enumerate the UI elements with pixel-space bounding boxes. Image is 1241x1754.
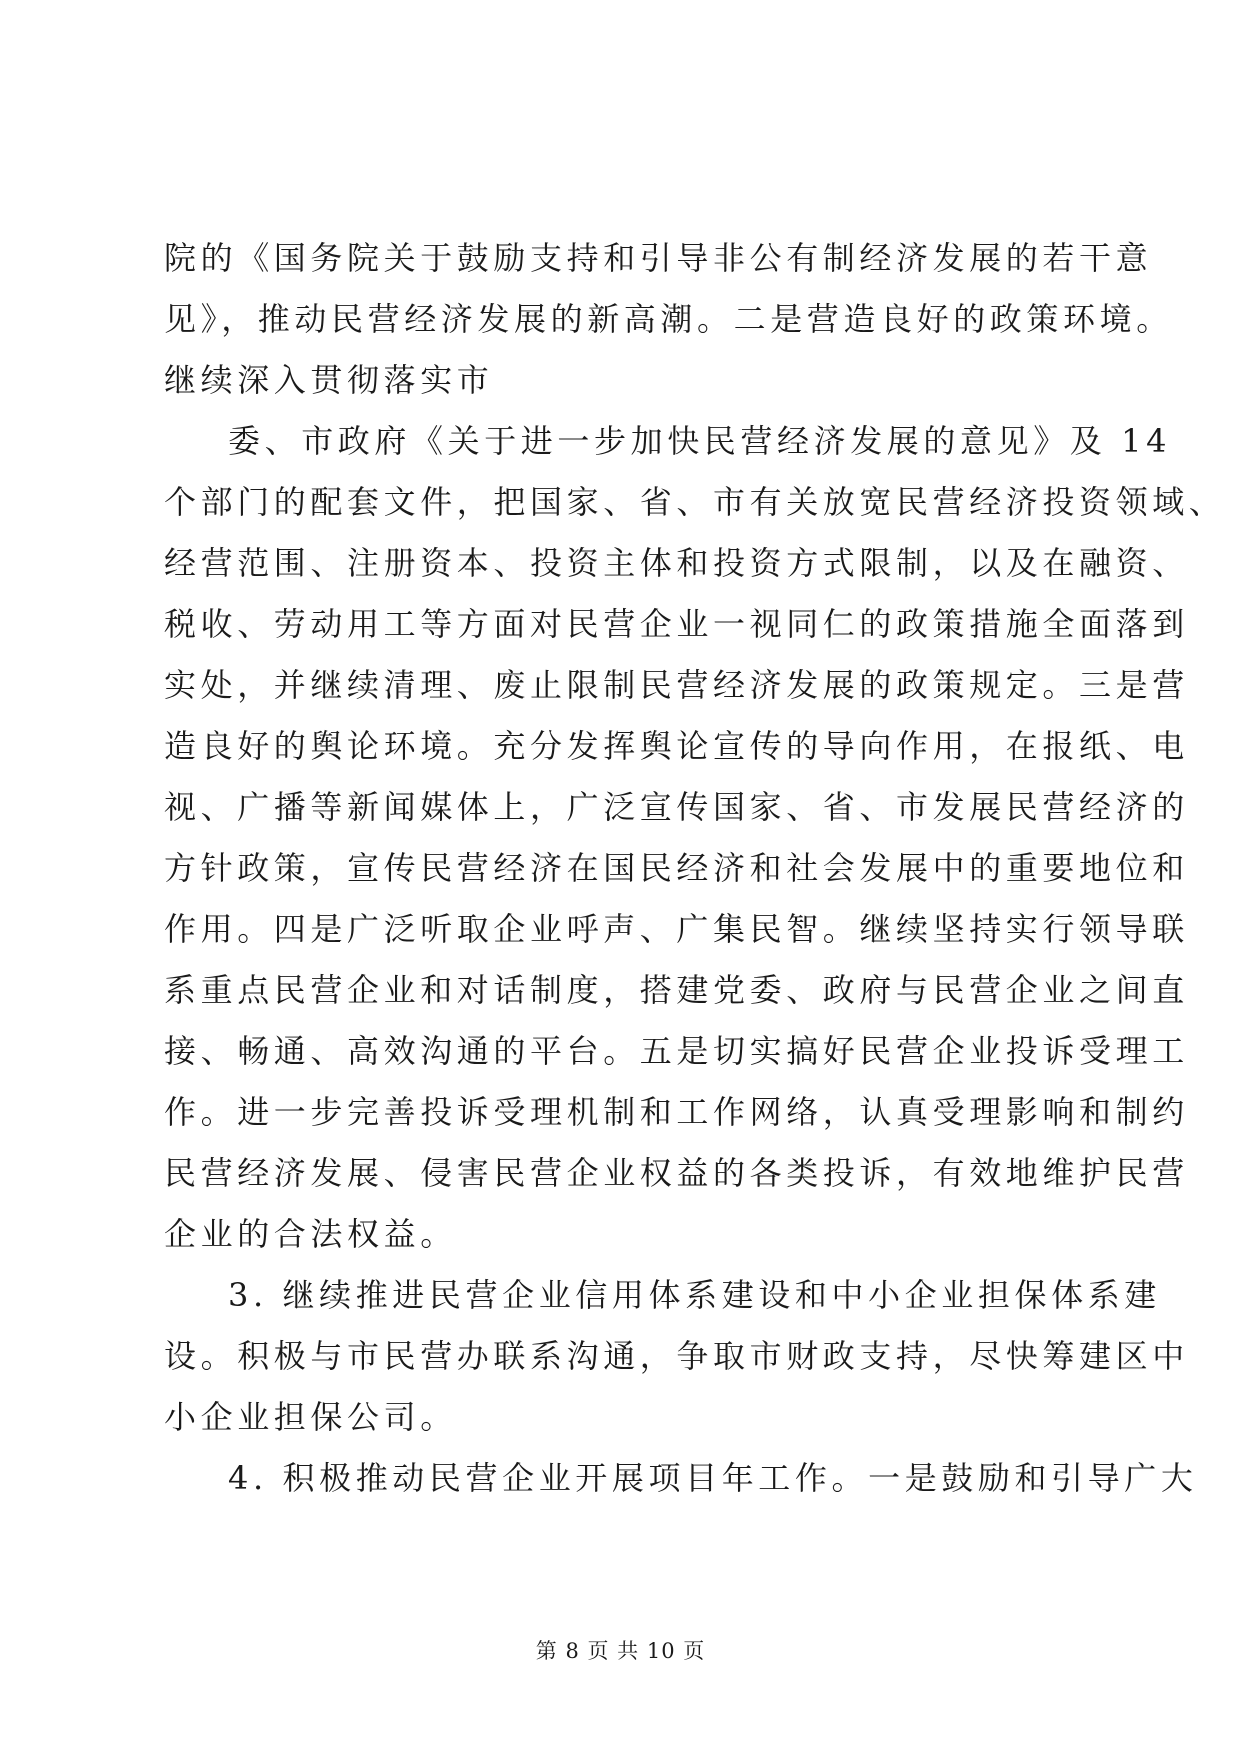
paragraph-3 — [164, 1265, 1189, 1448]
text-line: 系重点民营企业和对话制度，搭建党委、政府与民营企业之间直 — [164, 971, 1189, 1009]
text-line: 个部门的配套文件，把国家、省、市有关放宽民营经济投资领域、 — [164, 483, 1226, 521]
text-line: 民营经济发展、侵害民营企业权益的各类投诉，有效地维护民营 — [164, 1154, 1189, 1192]
text-line: 经营范围、注册资本、投资主体和投资方式限制，以及在融资、 — [164, 544, 1189, 582]
page-footer: 第 8 页 共 10 页 — [535, 1639, 706, 1663]
text-line: 委、市政府《关于进一步加快民营经济发展的意见》及 14 — [228, 422, 1172, 460]
paragraph-1 — [164, 228, 1173, 411]
text-line: 小企业担保公司。 — [164, 1398, 457, 1436]
text-line: 3. 继续推进民营企业信用体系建设和中小企业担保体系建 — [228, 1276, 1161, 1314]
text-line: 继续深入贯彻落实市 — [164, 361, 494, 399]
text-line: 院的《国务院关于鼓励支持和引导非公有制经济发展的若干意 — [164, 239, 1153, 277]
text-line: 作用。四是广泛听取企业呼声、广集民智。继续坚持实行领导联 — [164, 910, 1189, 948]
paragraph-4 — [164, 1448, 1198, 1509]
text-line: 接、畅通、高效沟通的平台。五是切实搞好民营企业投诉受理工 — [164, 1032, 1189, 1070]
text-line: 见》，推动民营经济发展的新高潮。二是营造良好的政策环境。 — [164, 300, 1173, 338]
text-line: 企业的合法权益。 — [164, 1215, 457, 1253]
body-text — [164, 228, 1226, 1509]
text-line: 造良好的舆论环境。充分发挥舆论宣传的导向作用，在报纸、电 — [164, 727, 1189, 765]
text-line: 4. 积极推动民营企业开展项目年工作。一是鼓励和引导广大 — [228, 1459, 1198, 1497]
paragraph-2 — [164, 411, 1226, 1265]
text-line: 税收、劳动用工等方面对民营企业一视同仁的政策措施全面落到 — [164, 605, 1189, 643]
text-line: 作。进一步完善投诉受理机制和工作网络，认真受理影响和制约 — [164, 1093, 1189, 1131]
text-line: 方针政策，宣传民营经济在国民经济和社会发展中的重要地位和 — [164, 849, 1189, 887]
text-line: 实处，并继续清理、废止限制民营经济发展的政策规定。三是营 — [164, 666, 1189, 704]
text-line: 视、广播等新闻媒体上，广泛宣传国家、省、市发展民营经济的 — [164, 788, 1189, 826]
text-line: 设。积极与市民营办联系沟通，争取市财政支持，尽快筹建区中 — [164, 1337, 1189, 1375]
